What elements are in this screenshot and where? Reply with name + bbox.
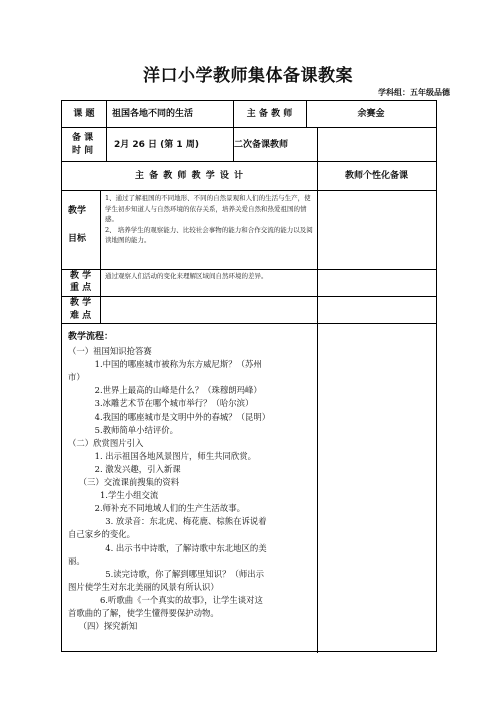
flow-line: 1. 出示祖国各地风景图片，师生共同欣赏。 (68, 450, 257, 461)
goal-text: 1、通过了解祖国的不同地形、不同的自然景观和人们的生活与生产，使学生初步知道人与自然环境的依存关系，培养关爱自然和热爱祖国的情感。 2、 培养学生的观察能力、比较社会事物的能力和合作交流的能力以及阅读地图的能力。 (105, 194, 313, 244)
flow-line: 2. 激发兴趣，引入新课 (68, 463, 181, 474)
col-divider (106, 101, 107, 161)
time-label-line1: 备 课 (72, 133, 94, 143)
teacher-value: 余赛金 (357, 109, 385, 119)
flow-heading: 教学流程： (68, 332, 114, 342)
flow-line: 自己家乡的变化。 (68, 529, 135, 540)
key-label-line2: 重 点 (70, 283, 92, 293)
row-divider (62, 161, 436, 162)
flow-line: 5.教师简单小结评价。 (68, 424, 178, 435)
flow-line: 3. 放录音：东北虎、梅花鹿、棕熊在诉说着 (68, 516, 267, 527)
flow-line: 4.我国的哪座城市是文明中外的春城？（昆明） (68, 411, 271, 422)
flow-line: 4. 出示书中诗歌，了解诗歌中东北地区的美 (68, 542, 267, 553)
flow-line: 6.听歌曲《一个真实的故事》，让学生谈对这 (68, 594, 263, 605)
flow-line: （二）欣赏图片引入 (68, 437, 144, 448)
flow-line: （三）交流课前搜集的资料 (68, 477, 180, 488)
key-text: 通过观察人们活动的变化来理解区域间自然环境的差异。 (105, 272, 268, 280)
topic-value: 祖国各地不同的生活 (112, 109, 194, 119)
flow-line: 图片使学生对东北美丽的风景有所认识） (68, 581, 219, 592)
row-divider (62, 269, 436, 270)
subject-group: 学科组：五年级品德 (378, 88, 450, 97)
key-label-line1: 教 学 (70, 271, 92, 281)
difficulty-label-line2: 难 点 (70, 311, 92, 321)
goal-label-line1: 教学 (68, 206, 87, 216)
difficulty-label-line1: 教 学 (70, 298, 92, 308)
design-heading: 主 备 教 师 教 学 设 计 (135, 171, 244, 181)
flow-line: （四）探究新知 (68, 621, 138, 632)
col-divider (100, 190, 101, 323)
time-label-line2: 时 间 (72, 146, 94, 156)
goal-label-line2: 目标 (68, 234, 87, 244)
lesson-date: 2月 26 日 (第 1 周) (114, 140, 199, 150)
second-teacher-label: 二次备课教师 (234, 140, 289, 150)
document-title: 洋口小学教师集体备课教案 (143, 66, 353, 86)
flow-line: 1.学生小组交流 (68, 490, 159, 501)
row-divider (62, 127, 436, 128)
flow-line: 1.中国的哪座城市被称为东方威尼斯？（苏州 (68, 359, 262, 370)
row-divider (62, 190, 436, 191)
flow-line: 2.世界上最高的山峰是什么？（珠穆朗玛峰） (68, 385, 262, 396)
flow-line: 市） (68, 372, 85, 383)
flow-line: 3.冰雕艺术节在哪个城市举行？（哈尔滨） (68, 398, 254, 409)
flow-line: 2.师补充不同地域人们的生产生活故事。 (68, 503, 245, 514)
row-divider (62, 296, 436, 297)
flow-line: （一）祖国知识抢答赛 (68, 346, 152, 357)
row-divider (62, 323, 436, 324)
flow-line: 5.读完诗歌，你了解到哪里知识？（师出示 (68, 568, 265, 579)
teacher-label: 主 备 教 师 (246, 109, 293, 119)
lesson-plan-table (61, 100, 437, 652)
flow-line: 丽。 (68, 555, 85, 566)
personal-prep-heading: 教师个性化备课 (344, 171, 408, 181)
flow-line: 首歌曲的了解，使学生懂得要保护动物。 (68, 607, 219, 618)
teaching-flow (68, 331, 432, 633)
topic-label: 课 题 (73, 109, 95, 119)
